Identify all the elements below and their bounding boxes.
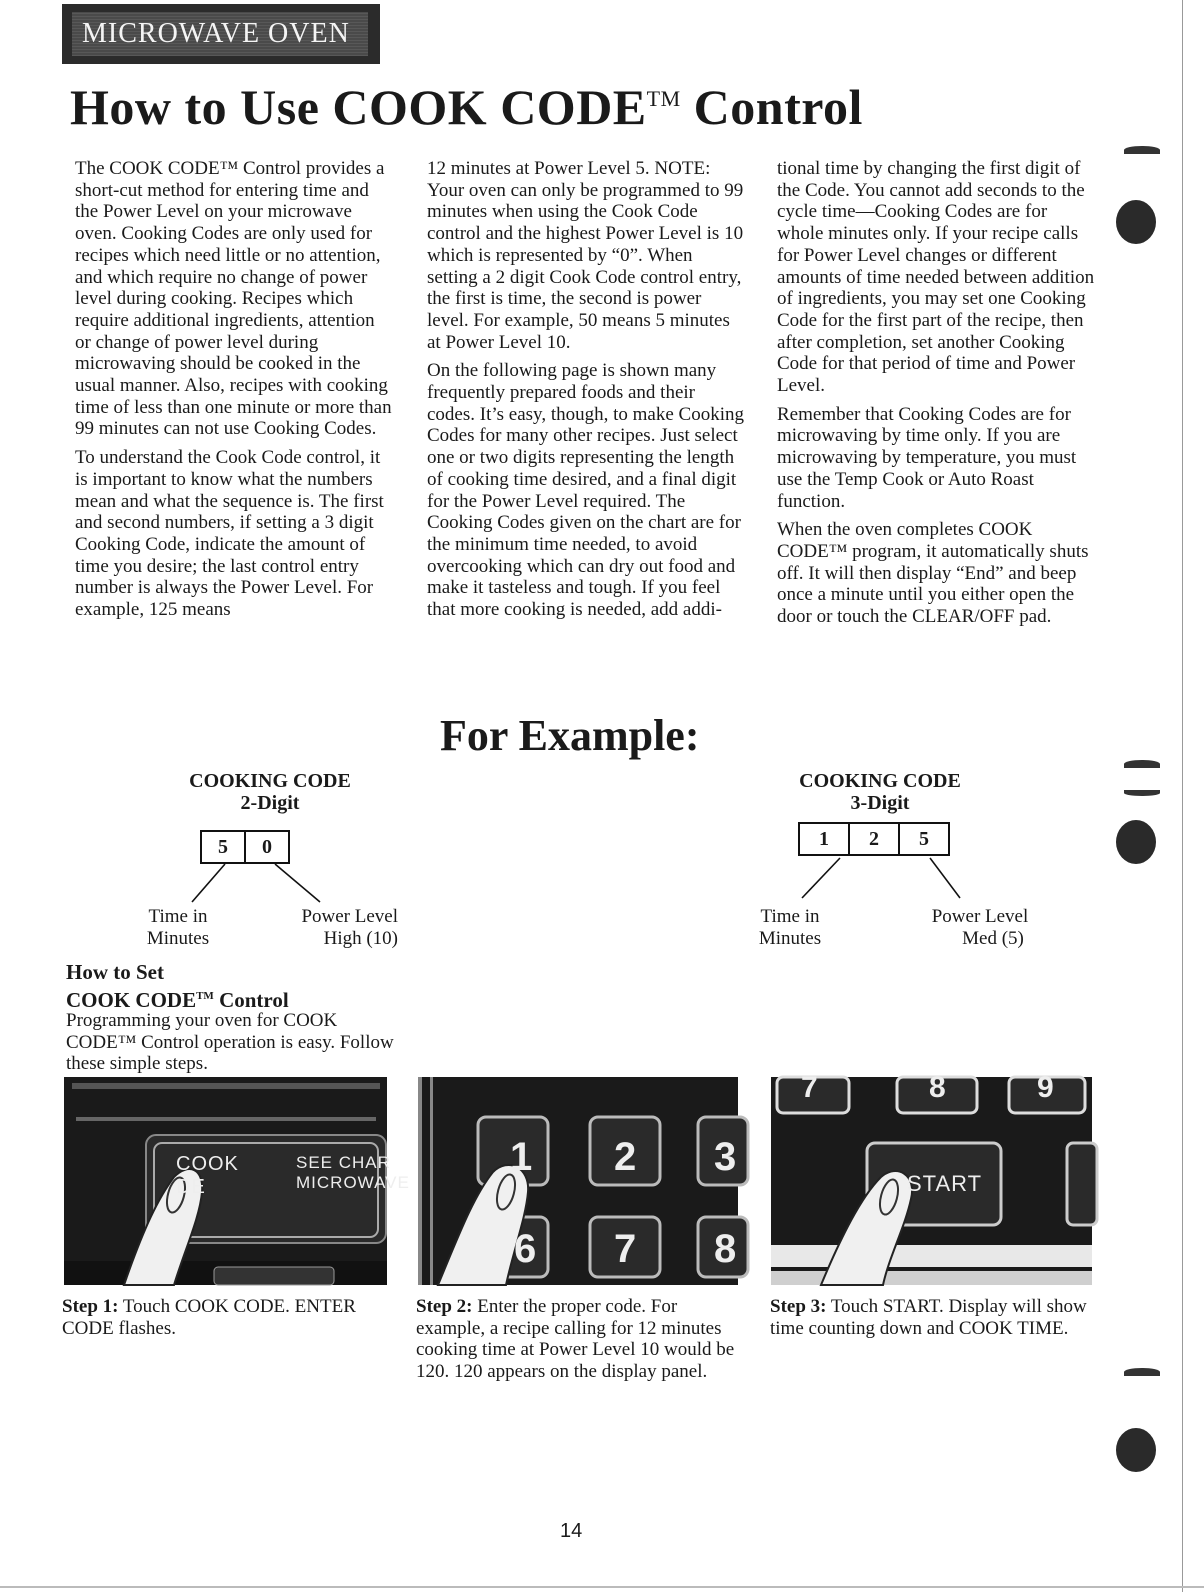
key-7-label: 7 bbox=[801, 1071, 819, 1104]
paragraph: The COOK CODE™ Control provides a short-cut method for entering time and the Power Level on your microwave oven. Cooking Codes are only used for recipes which need little or no attention, and which require no change of power level during cooking. Recipes which require additional ingredients, attention or change of power level during microwaving should be cooked in the usual manner. Also, recipes with cooking time of less than one minute or more than 99 minutes can not use Cooking Codes. bbox=[75, 158, 392, 440]
binder-edge-mark bbox=[1124, 1368, 1160, 1376]
key-6-label: 6 bbox=[514, 1227, 538, 1271]
heading-line: How to Set bbox=[66, 960, 164, 984]
step-label: Step 2: bbox=[416, 1296, 473, 1317]
code-subheading: 2-Digit bbox=[240, 792, 300, 814]
two-digit-boxes bbox=[202, 830, 290, 864]
time-label bbox=[750, 906, 830, 950]
see-chart-key-label bbox=[296, 1153, 410, 1193]
page-number: 14 bbox=[560, 1520, 583, 1542]
code-digit-box: 0 bbox=[244, 830, 290, 864]
page-title bbox=[70, 78, 863, 136]
step-1-photo bbox=[64, 1077, 410, 1285]
key-3-label: 3 bbox=[714, 1135, 738, 1179]
two-digit-pointer-lines bbox=[180, 862, 330, 906]
how-to-set-heading bbox=[66, 960, 289, 1012]
pointer-line-right bbox=[275, 864, 320, 902]
text-column-2 bbox=[427, 158, 747, 628]
two-digit-code-diagram bbox=[140, 770, 400, 814]
trademark-mark: TM bbox=[646, 86, 681, 111]
heading-part: COOK CODE bbox=[66, 988, 197, 1012]
section-header-text: MICROWAVE OVEN bbox=[82, 18, 350, 49]
step-1-caption bbox=[62, 1296, 382, 1339]
three-digit-code-diagram bbox=[760, 770, 1000, 814]
key-text: DE bbox=[176, 1176, 206, 1198]
heading-part: Control bbox=[213, 988, 289, 1012]
label-line: Time in bbox=[760, 906, 820, 927]
key-7-label: 7 bbox=[614, 1227, 638, 1271]
binder-hole-mark bbox=[1116, 200, 1156, 244]
pointer-line-right bbox=[930, 858, 960, 898]
step-text: Touch COOK CODE. ENTER CODE flashes. bbox=[62, 1296, 356, 1339]
paragraph: On the following page is shown many frequently prepared foods and their codes. It’s easy, though, to make Cooking Codes for many other recipes. Just select one or two digits representing the length of cooking time desired, and a final digit for the Power Level required. The Cooking Codes given on the chart are for the minimum time needed, to avoid overcooking which can dry out food and make it tasteless and tough. If you feel that more cooking is needed, add addi- bbox=[427, 360, 744, 621]
label-line: Power Level bbox=[931, 906, 1029, 927]
trademark-mark: TM bbox=[196, 990, 214, 1002]
code-subheading: 3-Digit bbox=[850, 792, 910, 814]
binder-edge-mark bbox=[1124, 760, 1160, 768]
label-line: Med (5) bbox=[962, 928, 1024, 949]
label-line: Time in bbox=[148, 906, 208, 927]
power-level-label bbox=[286, 906, 398, 950]
heading-line bbox=[66, 984, 289, 1012]
section-header-band bbox=[62, 4, 380, 64]
step-2-caption bbox=[416, 1296, 740, 1383]
key-text: MICROWAVE bbox=[296, 1173, 410, 1192]
paragraph: Remember that Cooking Codes are for microwaving by time only. If you are microwaving by temperature, you must use the Temp Cook or Auto Roast function. bbox=[777, 403, 1077, 512]
step-text: Enter the proper code. For example, a recipe calling for 12 minutes cooking time at Power Level 10 would be 120. 120 appears on the display panel. bbox=[416, 1296, 735, 1383]
scan-edge-line bbox=[1182, 0, 1183, 1592]
binder-edge-mark bbox=[1124, 146, 1160, 154]
key-8-label: 8 bbox=[714, 1227, 738, 1271]
step-2-photo bbox=[418, 1077, 738, 1285]
code-heading: COOKING CODE bbox=[189, 770, 351, 792]
step-label: Step 1: bbox=[62, 1296, 119, 1317]
page-title-main: How to Use COOK CODE bbox=[70, 79, 647, 135]
label-line: Minutes bbox=[146, 928, 210, 949]
example-title: For Example: bbox=[440, 711, 700, 760]
step-3-caption bbox=[770, 1296, 1094, 1339]
text-column-3 bbox=[777, 158, 1097, 635]
step-2-illustration bbox=[418, 1077, 738, 1285]
label-line: High (10) bbox=[323, 928, 398, 949]
text-column-1 bbox=[75, 158, 393, 628]
how-to-set-body: Programming your oven for COOK CODE™ Control operation is easy. Follow these simple steps. bbox=[66, 1010, 394, 1075]
power-level-label bbox=[920, 906, 1040, 950]
key-2-label: 2 bbox=[614, 1135, 638, 1179]
binder-hole-mark bbox=[1116, 1428, 1156, 1472]
time-label bbox=[138, 906, 218, 950]
scan-edge-line bbox=[0, 1586, 1204, 1588]
step-3-photo bbox=[771, 1071, 1092, 1285]
binder-hole-mark bbox=[1116, 820, 1156, 864]
key-1-label: 1 bbox=[510, 1135, 534, 1179]
key-9-label: 9 bbox=[1037, 1071, 1055, 1104]
start-key-label: START bbox=[907, 1171, 983, 1196]
pointer-line-left bbox=[802, 858, 840, 898]
code-digit-box: 2 bbox=[848, 822, 900, 856]
code-heading: COOKING CODE bbox=[799, 770, 961, 792]
key-8-label: 8 bbox=[929, 1071, 947, 1104]
key-text: COOK bbox=[176, 1153, 239, 1175]
code-digit-box: 1 bbox=[798, 822, 850, 856]
paragraph: tional time by changing the first digit of the Code. You cannot add seconds to the cycle time—Cooking Codes are for whole minutes only. If your recipe calls for Power Level changes or different amounts of time needed between addition of ingredients, you may set one Cooking Code for the first part of the recipe, then after completion, set another Cooking Code for that period of time and Power Level. bbox=[777, 158, 1095, 397]
page-title-tail: Control bbox=[680, 79, 863, 135]
paragraph: To understand the Cook Code control, it is important to know what the numbers mean and what the sequence is. The first and second numbers, if setting a 3 digit Cooking Code, indicate the amount of time you desire; the last control entry number is always the Power Level. For example, 125 means bbox=[75, 447, 384, 621]
three-digit-pointer-lines bbox=[790, 856, 970, 902]
paragraph: When the oven completes COOK CODE™ program, it automatically shuts off. It will then display “End” and beep once a minute until you either open the door or touch the CLEAR/OFF pad. bbox=[777, 519, 1089, 628]
key-text: SEE CHAR bbox=[296, 1153, 391, 1172]
code-digit-box: 5 bbox=[898, 822, 950, 856]
step-label: Step 3: bbox=[770, 1296, 827, 1317]
cook-code-key-label bbox=[176, 1153, 239, 1199]
step-text: Touch START. Display will show time counting down and COOK TIME. bbox=[770, 1296, 1087, 1339]
label-line: Power Level bbox=[301, 906, 398, 927]
paragraph: 12 minutes at Power Level 5. NOTE: Your oven can only be programmed to 99 minutes when using the Cook Code control and the highest Power Level is 10 which is represented by “0”. When setting a 2 digit Cook Code control entry, the first is time, the second is power level. For example, 50 means 5 minutes at Power Level 10. bbox=[427, 158, 744, 353]
three-digit-boxes bbox=[800, 822, 950, 856]
pointer-line-left bbox=[192, 864, 225, 902]
code-digit-box: 5 bbox=[200, 830, 246, 864]
label-line: Minutes bbox=[758, 928, 822, 949]
binder-edge-mark bbox=[1124, 790, 1160, 796]
